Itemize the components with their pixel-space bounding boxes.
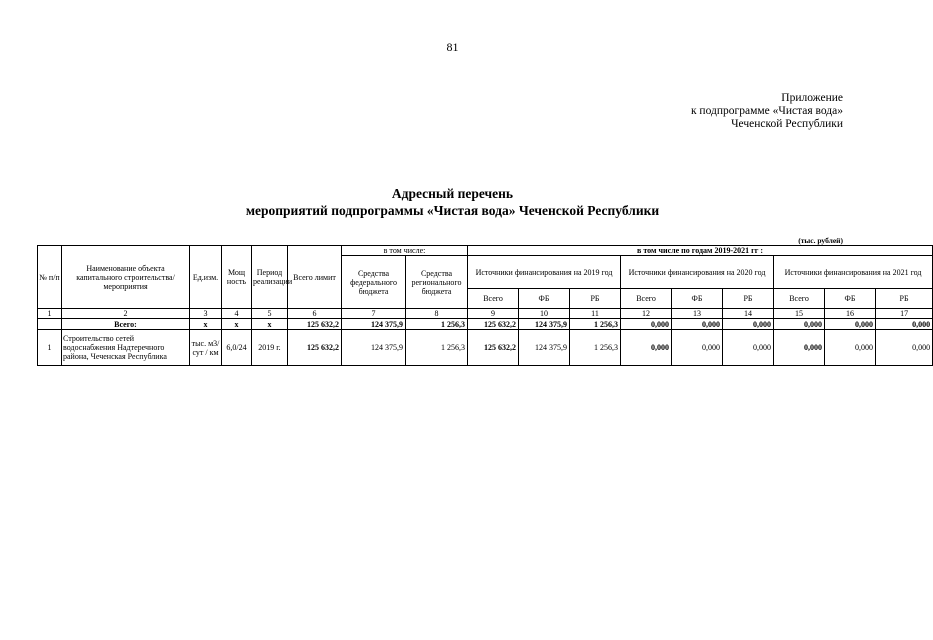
header-2019-fb: ФБ	[519, 289, 570, 309]
title-line-1: Адресный перечень	[391, 186, 514, 201]
total-2021-rb: 0,000	[876, 319, 933, 330]
col-number: 12	[621, 309, 672, 319]
header-row-1	[38, 246, 933, 256]
total-label: Всего:	[62, 319, 190, 330]
title-line-2: мероприятий подпрограммы «Чистая вода» Чеченской Республики	[245, 203, 660, 218]
header-name: Наименование объекта капитального строительства/мероприятия	[62, 246, 190, 309]
total-2020-total: 0,000	[621, 319, 672, 330]
col-number: 9	[468, 309, 519, 319]
header-2019-total: Всего	[468, 289, 519, 309]
header-including: в том числе:	[342, 246, 468, 256]
appendix-line-3: Чеченской Республики	[731, 118, 843, 130]
header-src-2019: Источники финансирования на 2019 год	[468, 256, 621, 289]
table-row	[38, 330, 933, 366]
appendix-line-1: Приложение	[781, 92, 843, 104]
total-federal: 124 375,9	[342, 319, 406, 330]
units-label: (тыс. рублей)	[798, 236, 843, 245]
header-2020-total: Всего	[621, 289, 672, 309]
total-2019-total: 125 632,2	[468, 319, 519, 330]
header-unit: Ед.изм.	[190, 246, 222, 309]
col-number: 11	[570, 309, 621, 319]
col-number: 6	[288, 309, 342, 319]
col-number: 1	[38, 309, 62, 319]
row-2020-total: 0,000	[621, 330, 672, 366]
total-limit: 125 632,2	[288, 319, 342, 330]
row-num: 1	[38, 330, 62, 366]
document-title	[0, 185, 905, 219]
col-number: 17	[876, 309, 933, 319]
total-2021-fb: 0,000	[825, 319, 876, 330]
row-2021-rb: 0,000	[876, 330, 933, 366]
appendix-line-2: к подпрограмме «Чистая вода»	[690, 105, 843, 117]
total-2020-fb: 0,000	[672, 319, 723, 330]
row-regional: 1 256,3	[406, 330, 468, 366]
address-list-table	[37, 245, 933, 366]
row-2021-total: 0,000	[774, 330, 825, 366]
header-regional: Средства регионального бюджета	[406, 256, 468, 309]
total-row	[38, 319, 933, 330]
col-number: 13	[672, 309, 723, 319]
row-2019-fb: 124 375,9	[519, 330, 570, 366]
row-2020-rb: 0,000	[723, 330, 774, 366]
total-2021-total: 0,000	[774, 319, 825, 330]
total-regional: 1 256,3	[406, 319, 468, 330]
header-limit: Всего лимит	[288, 246, 342, 309]
row-name: Строительство сетей водоснабжения Надтеречного района, Чеченская Республика	[62, 330, 190, 366]
total-2019-fb: 124 375,9	[519, 319, 570, 330]
header-by-years: в том числе по годам 2019-2021 гг :	[468, 246, 933, 256]
total-2019-rb: 1 256,3	[570, 319, 621, 330]
header-2021-fb: ФБ	[825, 289, 876, 309]
col-number: 14	[723, 309, 774, 319]
col-number: 8	[406, 309, 468, 319]
column-numbers-row	[38, 309, 933, 319]
row-2020-fb: 0,000	[672, 330, 723, 366]
page-number: 81	[446, 40, 459, 54]
col-number: 2	[62, 309, 190, 319]
col-number: 3	[190, 309, 222, 319]
header-src-2021: Источники финансирования на 2021 год	[774, 256, 933, 289]
appendix-block	[691, 92, 843, 131]
col-number: 10	[519, 309, 570, 319]
header-2020-fb: ФБ	[672, 289, 723, 309]
total-unit: х	[190, 319, 222, 330]
header-period: Период реализации	[252, 246, 288, 309]
total-period: х	[252, 319, 288, 330]
total-capacity: х	[222, 319, 252, 330]
header-num: № п/п	[38, 246, 62, 309]
header-2019-rb: РБ	[570, 289, 621, 309]
header-src-2020: Источники финансирования на 2020 год	[621, 256, 774, 289]
header-2021-rb: РБ	[876, 289, 933, 309]
row-unit: тыс. м3/сут / км	[190, 330, 222, 366]
row-2021-fb: 0,000	[825, 330, 876, 366]
row-2019-total: 125 632,2	[468, 330, 519, 366]
row-limit: 125 632,2	[288, 330, 342, 366]
col-number: 15	[774, 309, 825, 319]
header-2021-total: Всего	[774, 289, 825, 309]
header-2020-rb: РБ	[723, 289, 774, 309]
total-2020-rb: 0,000	[723, 319, 774, 330]
header-capacity: Мощ ность	[222, 246, 252, 309]
col-number: 16	[825, 309, 876, 319]
header-federal: Средства федерального бюджета	[342, 256, 406, 309]
row-federal: 124 375,9	[342, 330, 406, 366]
col-number: 7	[342, 309, 406, 319]
col-number: 5	[252, 309, 288, 319]
row-capacity: 6,0/24	[222, 330, 252, 366]
row-2019-rb: 1 256,3	[570, 330, 621, 366]
row-period: 2019 г.	[252, 330, 288, 366]
col-number: 4	[222, 309, 252, 319]
